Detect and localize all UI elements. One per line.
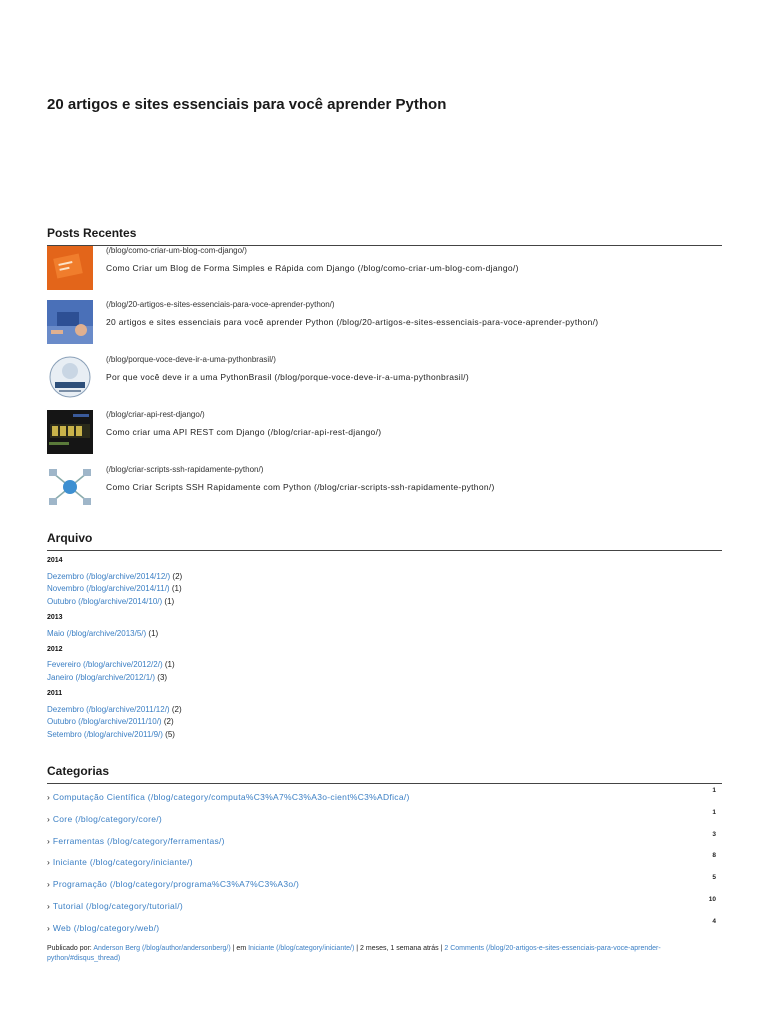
recent-post-item[interactable] [47,355,722,401]
category-count: 10 [708,896,716,903]
category-count: 8 [712,852,716,859]
categories-divider [47,783,722,784]
recent-posts-heading: Posts Recentes [47,226,137,240]
archive-month-count: (1) [164,660,175,669]
archive-month-item[interactable] [47,597,174,606]
post-title-link[interactable]: Por que você deve ir a uma PythonBrasil (/blog/porque-voce-deve-ir-a-uma-pythonbrasil/) [106,372,469,382]
archive-month-link[interactable]: Outubro (/blog/archive/2014/10/) [47,597,163,606]
post-thumbnail[interactable] [47,300,93,344]
post-thumbnail[interactable] [47,465,93,509]
post-url[interactable]: (/blog/porque-voce-deve-ir-a-uma-pythonbrasil/) [106,355,276,364]
post-meta [47,944,727,964]
archive-year: 2012 [47,646,63,653]
category-link[interactable]: Core (/blog/category/core/) [52,814,163,824]
archive-month-count: (5) [165,730,175,739]
category-link[interactable]: Tutorial (/blog/category/tutorial/) [52,901,184,911]
category-count: 3 [712,831,716,838]
post-thumbnail[interactable] [47,355,93,399]
category-link[interactable]: Web (/blog/category/web/) [52,923,160,933]
category-count: 4 [712,918,716,925]
archive-month-link[interactable]: Dezembro (/blog/archive/2011/12/) [47,705,170,714]
category-link[interactable]: Programação (/blog/category/programa%C3%A7%C3%A3o/) [52,879,300,889]
archive-year: 2014 [47,557,63,564]
archive-month-link[interactable]: Janeiro (/blog/archive/2012/1/) [47,673,156,682]
archive-month-item[interactable] [47,730,175,739]
published-by-label: Publicado por: [47,945,92,952]
category-link[interactable]: Computação Científica (/blog/category/computa%C3%A7%C3%A3o-cient%C3%ADfica/) [52,792,410,802]
chevron-right-icon: › [47,879,50,889]
category-item[interactable] [47,831,722,850]
recent-post-item[interactable] [47,465,722,511]
post-url[interactable]: (/blog/criar-scripts-ssh-rapidamente-python/) [106,465,264,474]
category-item[interactable] [47,896,722,915]
archive-month-count: (2) [163,717,174,726]
post-title-link[interactable]: Como Criar Scripts SSH Rapidamente com Python (/blog/criar-scripts-ssh-rapidamente-python/) [106,482,495,492]
category-item[interactable] [47,787,722,806]
category-separator: | em [232,945,247,952]
archive-month-count: (2) [171,705,182,714]
author-link[interactable]: Anderson Berg (/blog/author/andersonberg/) [93,945,231,952]
post-url[interactable]: (/blog/como-criar-um-blog-com-django/) [106,246,247,255]
recent-post-item[interactable] [47,410,722,456]
category-link[interactable]: Ferramentas (/blog/category/ferramentas/) [52,836,225,846]
chevron-right-icon: › [47,814,50,824]
archive-month-link[interactable]: Setembro (/blog/archive/2011/9/) [47,730,163,739]
archive-month-link[interactable]: Novembro (/blog/archive/2014/11/) [47,584,170,593]
chevron-right-icon: › [47,923,50,933]
archive-month-count: (1) [164,597,175,606]
archive-month-item[interactable] [47,673,167,682]
chevron-right-icon: › [47,792,50,802]
recent-post-item[interactable] [47,300,722,346]
post-title-link[interactable]: 20 artigos e sites essenciais para você aprender Python (/blog/20-artigos-e-sites-essenciais-para-voce-aprender-python/) [106,317,599,327]
chevron-right-icon: › [47,857,50,867]
category-item[interactable] [47,918,722,937]
archive-month-link[interactable]: Outubro (/blog/archive/2011/10/) [47,717,162,726]
category-item[interactable] [47,852,722,871]
post-thumbnail[interactable] [47,246,93,290]
category-count: 1 [712,787,716,794]
comments-link[interactable]: 2 Comments (/blog/20-artigos-e-sites-essenciais-para-voce-aprender-python/#disqus_thread) [47,945,661,962]
archive-month-item[interactable] [47,705,182,714]
chevron-right-icon: › [47,901,50,911]
archive-year: 2013 [47,614,63,621]
recent-post-item[interactable] [47,246,722,292]
category-item[interactable] [47,874,722,893]
chevron-right-icon: › [47,836,50,846]
post-title-link[interactable]: Como criar uma API REST com Django (/blog/criar-api-rest-django/) [106,427,382,437]
archive-month-count: (2) [172,572,183,581]
archive-month-item[interactable] [47,629,158,638]
archive-month-link[interactable]: Maio (/blog/archive/2013/5/) [47,629,147,638]
archive-year: 2011 [47,690,63,697]
archive-month-item[interactable] [47,572,182,581]
category-link[interactable]: Iniciante (/blog/category/iniciante/) [52,857,193,867]
post-url[interactable]: (/blog/20-artigos-e-sites-essenciais-para-voce-aprender-python/) [106,300,335,309]
page-title: 20 artigos e sites essenciais para você aprender Python [47,96,447,113]
post-url[interactable]: (/blog/criar-api-rest-django/) [106,410,205,419]
archive-month-link[interactable]: Dezembro (/blog/archive/2014/12/) [47,572,171,581]
archive-month-link[interactable]: Fevereiro (/blog/archive/2012/2/) [47,660,163,669]
post-category-link[interactable]: Iniciante (/blog/category/iniciante/) [248,945,355,952]
post-title-link[interactable]: Como Criar um Blog de Forma Simples e Rápida com Django (/blog/como-criar-um-blog-com-django/) [106,263,519,273]
categories-heading: Categorias [47,764,110,778]
post-thumbnail[interactable] [47,410,93,454]
archive-month-count: (3) [157,673,168,682]
archive-month-item[interactable] [47,660,175,669]
category-item[interactable] [47,809,722,828]
category-count: 5 [712,874,716,881]
post-time: | 2 meses, 1 semana atrás | [356,945,443,952]
archive-month-count: (1) [171,584,182,593]
category-count: 1 [712,809,716,816]
archive-month-count: (1) [148,629,159,638]
archive-month-item[interactable] [47,584,182,593]
archive-divider [47,550,722,551]
archive-heading: Arquivo [47,531,93,545]
archive-month-item[interactable] [47,717,174,726]
